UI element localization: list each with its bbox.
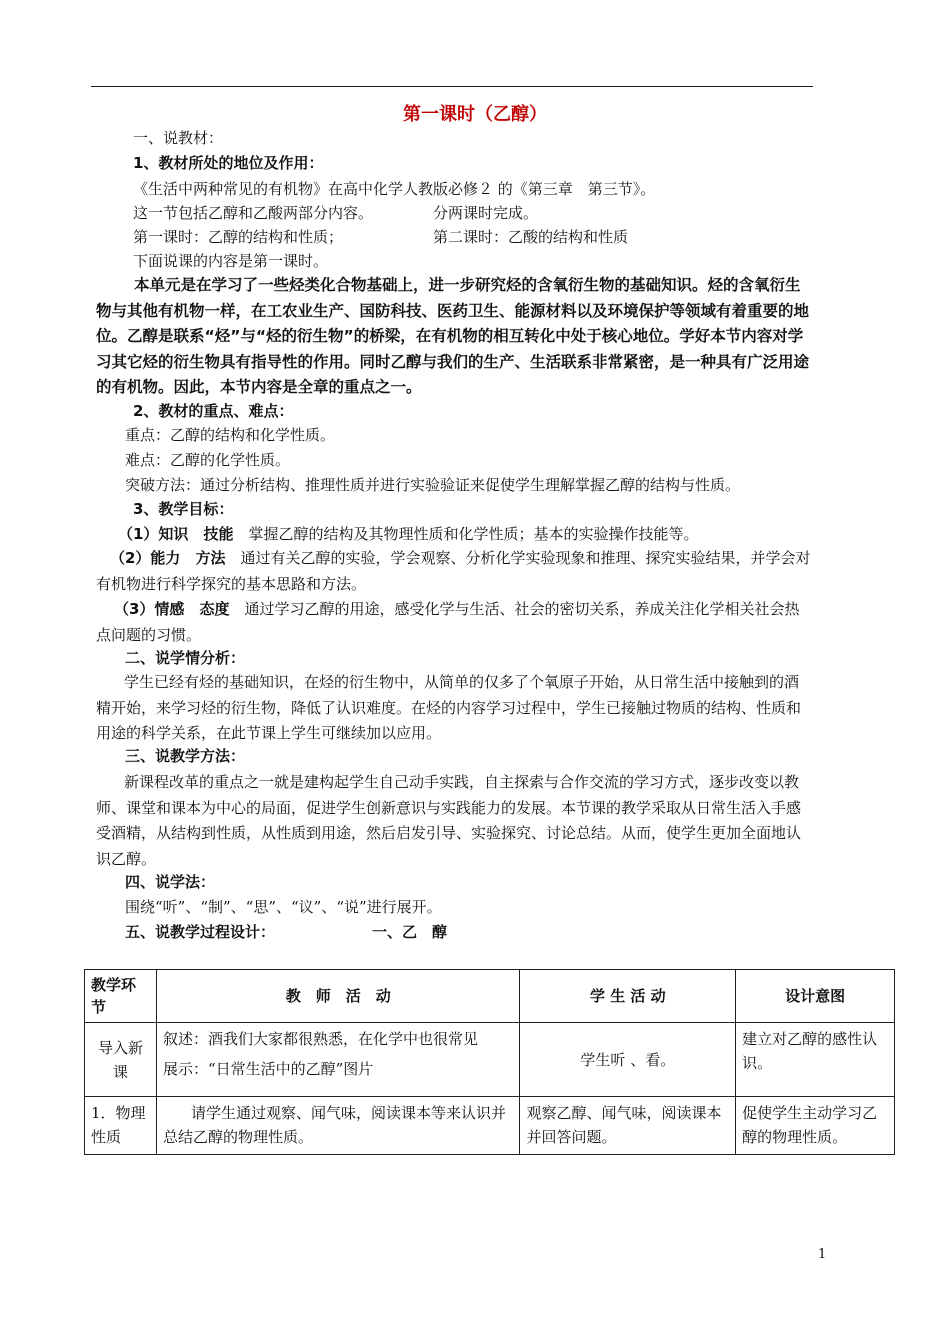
- section-1-heading: 一、说教材：: [133, 129, 224, 147]
- subsection-1-2: 2、教材的重点、难点：: [133, 402, 294, 420]
- goal-2: [96, 546, 812, 597]
- teacher-activity-1: 叙述：酒我们大家都很熟悉，在化学中也很常见: [162, 1030, 478, 1048]
- goal-1-label: （1）知识 技能: [118, 525, 234, 543]
- para-2b: 分两课时完成。: [433, 204, 539, 222]
- intent-cell: 促使学生主动学习乙醇的物理性质。: [736, 1097, 895, 1155]
- section-4-heading: 四、说学法：: [125, 873, 216, 891]
- subsection-1-3: 3、教学目标：: [133, 500, 234, 518]
- para-4: 下面说课的内容是第一课时。: [133, 252, 329, 270]
- goal-2-text: 通过有关乙醇的实验，学会观察、分析化学实验现象和推理、探究实验结果，并学会对有机物进行科学探究的基本思路和方法。: [96, 549, 811, 593]
- table-header-row: [85, 970, 895, 1023]
- page-number: 1: [818, 1247, 827, 1262]
- goal-3-label: （3）情感 态度: [114, 600, 230, 618]
- teaching-process-table: [84, 969, 895, 1155]
- header-rule: [91, 86, 813, 87]
- goal-3-text: 通过学习乙醇的用途，感受化学与生活、社会的密切关系，养成关注化学相关社会热点问题的习惯。: [96, 600, 800, 644]
- section-3-heading: 三、说教学方法：: [125, 747, 246, 765]
- para-1: 《生活中两种常见的有机物》在高中化学人教版必修２ 的《第三章 第三节》。: [133, 180, 656, 198]
- student-cell: 学生听 、看。: [520, 1023, 736, 1097]
- goal-1-text: 掌握乙醇的结构及其物理性质和化学性质；基本的实验操作技能等。: [248, 525, 699, 543]
- section-5-sub: 一、乙 醇: [372, 923, 448, 941]
- subsection-1-1: 1、教材所处的地位及作用：: [133, 154, 324, 172]
- header-teacher: 教 师 活 动: [156, 970, 520, 1023]
- goal-2-label: （2）能力 方法: [110, 549, 226, 567]
- goal-1: [118, 524, 698, 544]
- teacher-activity-2: 展示：“日常生活中的乙醇”图片: [162, 1060, 374, 1078]
- section-3-text: 新课程改革的重点之一就是建构起学生自己动手实践，自主探索与合作交流的学习方式，逐步改变以教师、课堂和课本为中心的局面，促进学生创新意识与实践能力的发展。本节课的教学采取从日常生活入手感受酒精，从结构到性质，从性质到用途，然后启发引导、实验探究、讨论总结。从而，使学生更加全面地认识乙醇。: [96, 773, 802, 868]
- section-4-text: 围绕“听”、“制”、“思”、“议”、“说”进行展开。: [125, 898, 442, 916]
- header-stage: 教学环节: [85, 970, 157, 1023]
- para-3a: 第一课时：乙醇的结构和性质；: [133, 228, 344, 246]
- stage-cell: 导入新课: [85, 1023, 157, 1097]
- student-cell: 观察乙醇、闻气味，阅读课本并回答问题。: [520, 1097, 736, 1155]
- page-title: 第一课时（乙醇）: [403, 104, 547, 125]
- para-3b: 第二课时：乙酸的结构和性质: [433, 228, 629, 246]
- section-5-heading: 五、说教学过程设计：: [125, 923, 276, 941]
- goal-3: [96, 597, 812, 648]
- header-student: 学 生 活 动: [520, 970, 736, 1023]
- breakthrough-method: 突破方法：通过分析结构、推理性质并进行实验验证来促使学生理解掌握乙醇的结构与性质。: [125, 476, 741, 494]
- key-point: 重点：乙醇的结构和化学性质。: [125, 426, 336, 444]
- teacher-cell: [156, 1023, 520, 1097]
- table-row: [85, 1023, 895, 1097]
- header-intent: 设计意图: [736, 970, 895, 1023]
- section-2-text: 学生已经有烃的基础知识，在烃的衍生物中，从简单的仅多了个氧原子开始，从日常生活中接触到的酒精开始，来学习烃的衍生物，降低了认识难度。在烃的内容学习过程中，学生已接触过物质的结构、性质和用途的科学关系，在此节课上学生可继续加以应用。: [96, 673, 802, 742]
- para-2a: 这一节包括乙醇和乙酸两部分内容。: [133, 204, 374, 222]
- intent-cell: 建立对乙醇的感性认识。: [736, 1023, 895, 1097]
- para-5-position: 本单元是在学习了一些烃类化合物基础上，进一步研究烃的含氧衍生物的基础知识。烃的含氧衍生物与其他有机物一样，在工农业生产、国防科技、医药卫生、能源材料以及环境保护等领域有着重要的地位。乙醇是联系“烃”与“烃的衍生物”的桥梁，在有机物的相互转化中处于核心地位。学好本节内容对学习其它烃的衍生物具有指导性的作用。同时乙醇与我们的生产、生活联系非常紧密，是一种具有广泛用途的有机物。因此，本节内容是全章的重点之一。: [96, 276, 810, 396]
- stage-cell: 1．物理性质: [85, 1097, 157, 1155]
- section-2-heading: 二、说学情分析：: [125, 649, 246, 667]
- table-row: [85, 1097, 895, 1155]
- teacher-cell: 请学生通过观察、闻气味，阅读课本等来认识并总结乙醇的物理性质。: [156, 1097, 520, 1155]
- difficult-point: 难点：乙醇的化学性质。: [125, 451, 291, 469]
